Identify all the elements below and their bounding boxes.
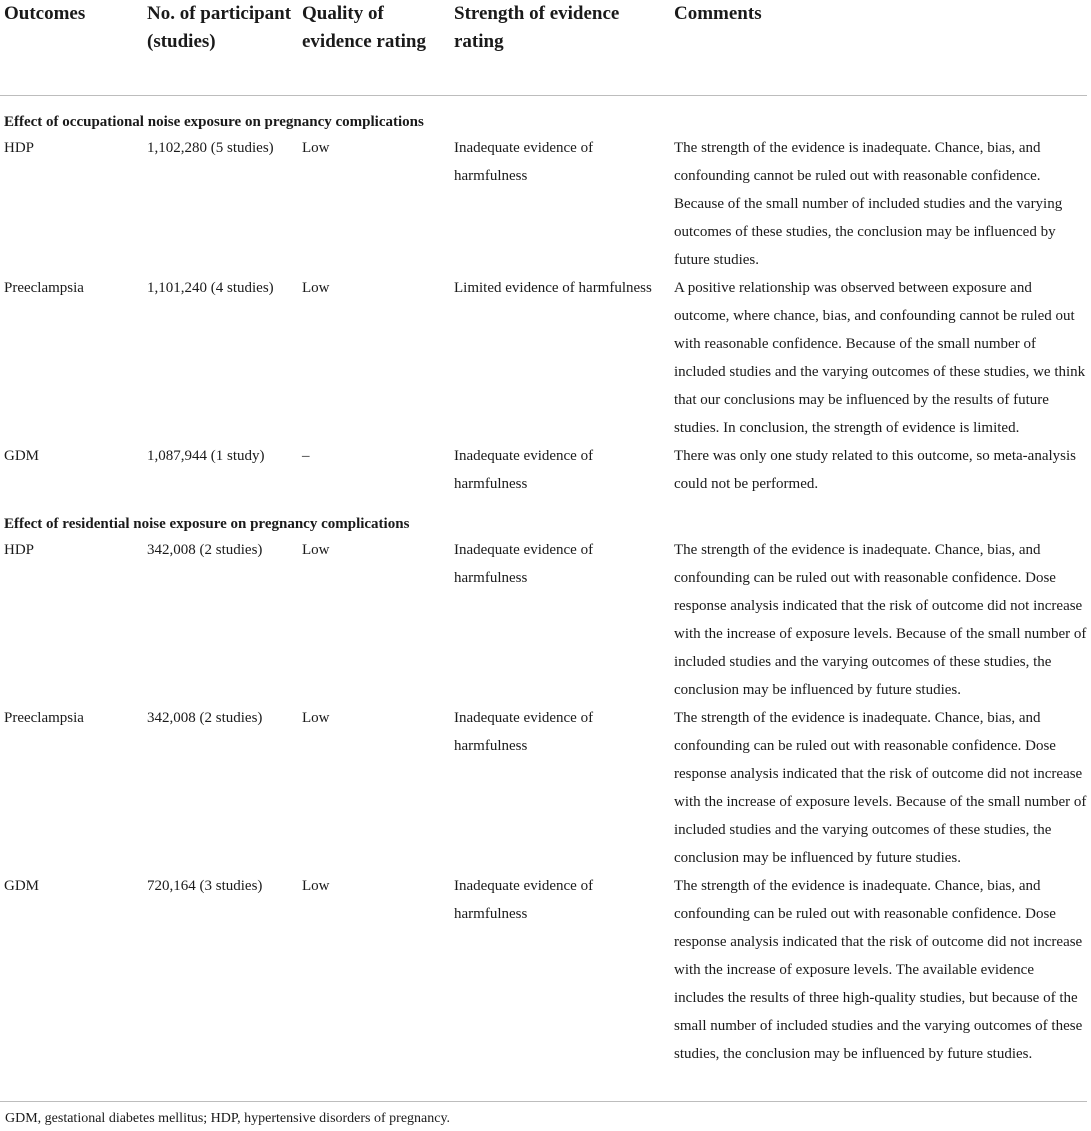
header-outcomes: Outcomes: [0, 0, 143, 96]
header-row: [0, 0, 1087, 96]
section-title: Effect of occupational noise exposure on pregnancy complications: [4, 114, 424, 130]
cell-quality: Low: [302, 140, 330, 156]
cell-strength: Inadequate evidence of harmfulness: [454, 710, 594, 754]
cell-participants: 1,087,944 (1 study): [147, 448, 265, 464]
cell-participants: 720,164 (3 studies): [147, 878, 263, 894]
cell-comment: A positive relationship was observed between exposure and outcome, where chance, bias, and confounding cannot be ruled out with reasonable confidence. Because of the small number of included studies and the varying outcomes of these studies, we think that our conclusions may be influenced by the results of future studies. In conclusion, the strength of evidence is limited.: [674, 280, 1086, 436]
table-footnote: GDM, gestational diabetes mellitus; HDP, hypertensive disorders of pregnancy.: [5, 1111, 451, 1126]
cell-comment: The strength of the evidence is inadequate. Chance, bias, and confounding cannot be ruled out with reasonable confidence. Because of the small number of included studies and the varying outcomes of these studies, the conclusion may be influenced by future studies.: [674, 140, 1063, 268]
cell-participants: 342,008 (2 studies): [147, 542, 263, 558]
cell-outcome: Preeclampsia: [4, 280, 84, 296]
cell-comment: There was only one study related to this outcome, so meta-analysis could not be performed.: [674, 448, 1076, 492]
table-row: [0, 704, 1087, 872]
cell-participants: 1,102,280 (5 studies): [147, 140, 274, 156]
table-row: [0, 442, 1087, 498]
table-row: [0, 872, 1087, 1096]
cell-strength: Inadequate evidence of harmfulness: [454, 448, 594, 492]
header-participants: No. of participant (studies): [143, 0, 298, 96]
cell-outcome: HDP: [4, 140, 35, 156]
cell-quality: Low: [302, 878, 330, 894]
cell-participants: 1,101,240 (4 studies): [147, 280, 274, 296]
section-row-occupational: [0, 96, 1087, 135]
cell-participants: 342,008 (2 studies): [147, 710, 263, 726]
cell-strength: Inadequate evidence of harmfulness: [454, 878, 594, 922]
section-title: Effect of residential noise exposure on pregnancy complications: [4, 516, 410, 532]
cell-strength: Inadequate evidence of harmfulness: [454, 542, 594, 586]
table-header: [0, 0, 1087, 96]
cell-strength: Limited evidence of harmfulness: [454, 280, 652, 296]
cell-quality: –: [302, 448, 310, 464]
table-row: [0, 274, 1087, 442]
cell-comment: The strength of the evidence is inadequate. Chance, bias, and confounding can be ruled out with reasonable confidence. Dose response analysis indicated that the risk of outcome did not increase with the increase of exposure levels. The available evidence includes the results of three high-quality studies, but because of the small number of included studies and the varying outcomes of these studies, the conclusion may be influenced by future studies.: [674, 878, 1083, 1062]
cell-comment: The strength of the evidence is inadequate. Chance, bias, and confounding can be ruled out with reasonable confidence. Dose response analysis indicated that the risk of outcome did not increase with the increase of exposure levels. Because of the small number of included studies and the varying outcomes of these studies, the conclusion may be influenced by future studies.: [674, 710, 1087, 866]
cell-outcome: Preeclampsia: [4, 710, 84, 726]
table-row: [0, 134, 1087, 274]
table-bottom-rule: [0, 1101, 1087, 1102]
section-row-residential: [0, 498, 1087, 536]
cell-outcome: GDM: [4, 448, 40, 464]
cell-comment: The strength of the evidence is inadequate. Chance, bias, and confounding can be ruled out with reasonable confidence. Dose response analysis indicated that the risk of outcome did not increase with the increase of exposure levels. Because of the small number of included studies and the varying outcomes of these studies, the conclusion may be influenced by future studies.: [674, 542, 1087, 698]
table-row: [0, 536, 1087, 704]
header-quality: Quality of evidence rating: [298, 0, 450, 96]
cell-outcome: HDP: [4, 542, 35, 558]
table-body: [0, 96, 1087, 1097]
cell-quality: Low: [302, 280, 330, 296]
cell-quality: Low: [302, 542, 330, 558]
cell-strength: Inadequate evidence of harmfulness: [454, 140, 594, 184]
header-comments: Comments: [668, 0, 1087, 96]
header-strength: Strength of evidence rating: [450, 0, 668, 96]
cell-outcome: GDM: [4, 878, 40, 894]
cell-quality: Low: [302, 710, 330, 726]
